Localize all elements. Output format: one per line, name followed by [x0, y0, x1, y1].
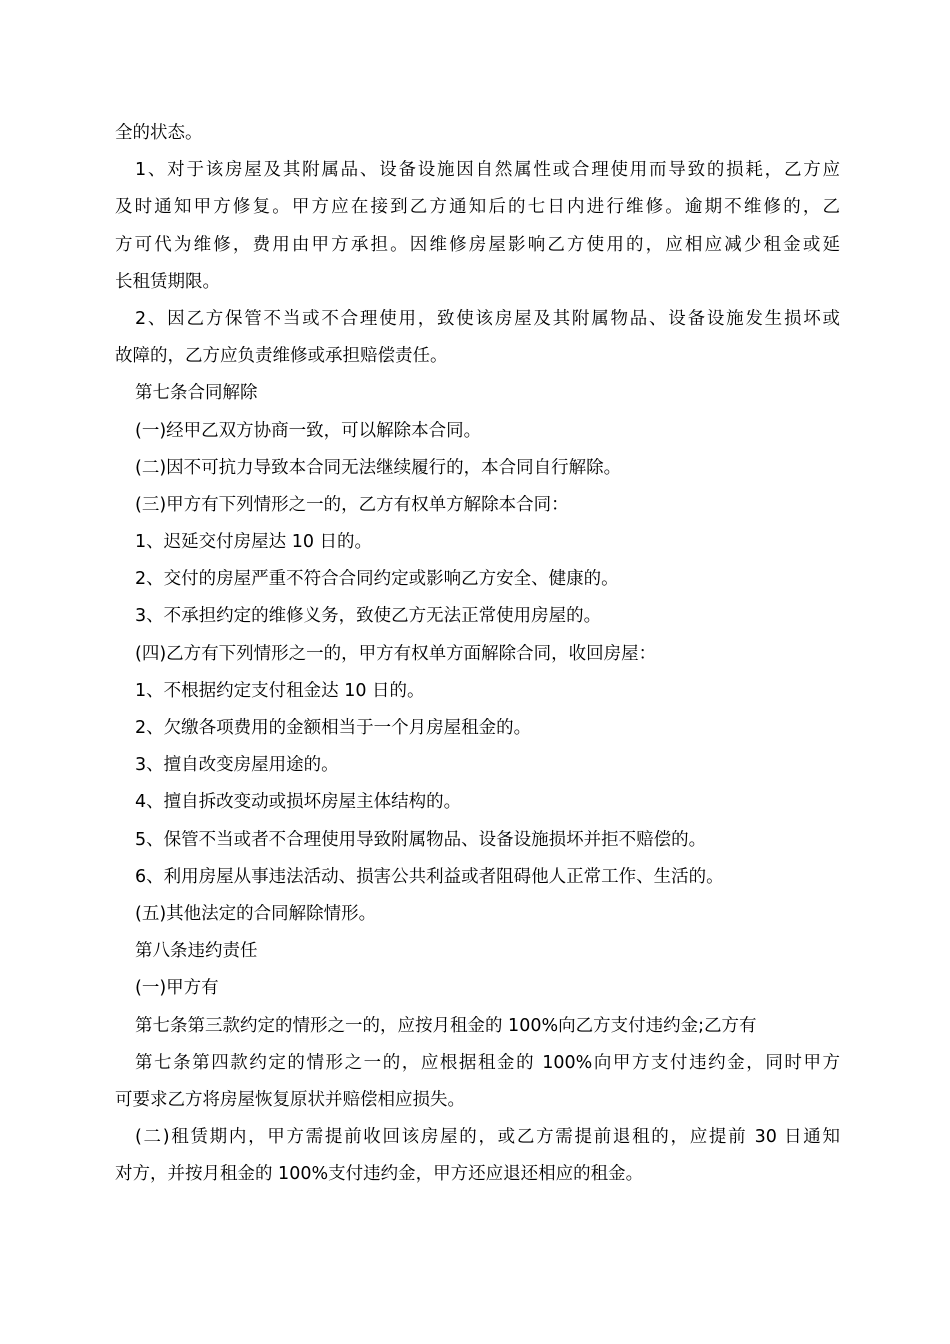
text-line: (一)经甲乙双方协商一致，可以解除本合同。	[135, 420, 482, 441]
text-line: 可要求乙方将房屋恢复原状并赔偿相应损失。	[115, 1089, 465, 1110]
text-line: 第七条第三款约定的情形之一的，应按月租金的 100%向乙方支付违约金;乙方有	[135, 1015, 757, 1036]
text-line: 全的状态。	[115, 123, 203, 143]
text-line: 对方，并按月租金的 100%支付违约金，甲方还应退还相应的租金。	[115, 1164, 644, 1185]
text-line: 方可代为维修，费用由甲方承担。因维修房屋影响乙方使用的，应相应减少租金或延	[115, 234, 840, 255]
text-line: (三)甲方有下列情形之一的，乙方有权单方解除本合同：	[135, 494, 569, 515]
text-line: 3、不承担约定的维修义务，致使乙方无法正常使用房屋的。	[135, 606, 602, 627]
text-line: 第七条合同解除	[135, 383, 258, 404]
text-line: 2、交付的房屋严重不符合合同约定或影响乙方安全、健康的。	[135, 569, 619, 590]
text-line: 长租赁期限。	[115, 271, 220, 292]
text-line: 4、擅自拆改变动或损坏房屋主体结构的。	[135, 792, 462, 813]
text-line: 1、对于该房屋及其附属品、设备设施因自然属性或合理使用而导致的损耗，乙方应	[135, 160, 840, 181]
text-line: (二)租赁期内，甲方需提前收回该房屋的，或乙方需提前退租的，应提前 30 日通知	[135, 1127, 840, 1148]
text-line: 2、因乙方保管不当或不合理使用，致使该房屋及其附属物品、设备设施发生损坏或	[135, 308, 840, 329]
text-line: (五)其他法定的合同解除情形。	[135, 903, 377, 924]
text-line: 1、迟延交付房屋达 10 日的。	[135, 532, 373, 553]
text-line: 2、欠缴各项费用的金额相当于一个月房屋租金的。	[135, 718, 532, 738]
text-line: 6、利用房屋从事违法活动、损害公共利益或者阻碍他人正常工作、生活的。	[135, 866, 724, 887]
text-line: (四)乙方有下列情形之一的，甲方有权单方面解除合同，收回房屋：	[135, 643, 657, 664]
text-line: 5、保管不当或者不合理使用导致附属物品、设备设施损坏并拒不赔偿的。	[135, 829, 707, 850]
text-line: 及时通知甲方修复。甲方应在接到乙方通知后的七日内进行维修。逾期不维修的，乙	[115, 197, 840, 218]
text-line: 第八条违约责任	[135, 941, 258, 962]
text-line: (一)甲方有	[135, 978, 219, 999]
text-line: 第七条第四款约定的情形之一的，应根据租金的 100%向甲方支付违约金，同时甲方	[135, 1052, 840, 1073]
document-body	[115, 115, 840, 1193]
text-line: (二)因不可抗力导致本合同无法继续履行的，本合同自行解除。	[135, 457, 622, 478]
text-line: 3、擅自改变房屋用途的。	[135, 755, 339, 776]
text-line: 1、不根据约定支付租金达 10 日的。	[135, 680, 425, 701]
text-line: 故障的，乙方应负责维修或承担赔偿责任。	[115, 346, 448, 367]
